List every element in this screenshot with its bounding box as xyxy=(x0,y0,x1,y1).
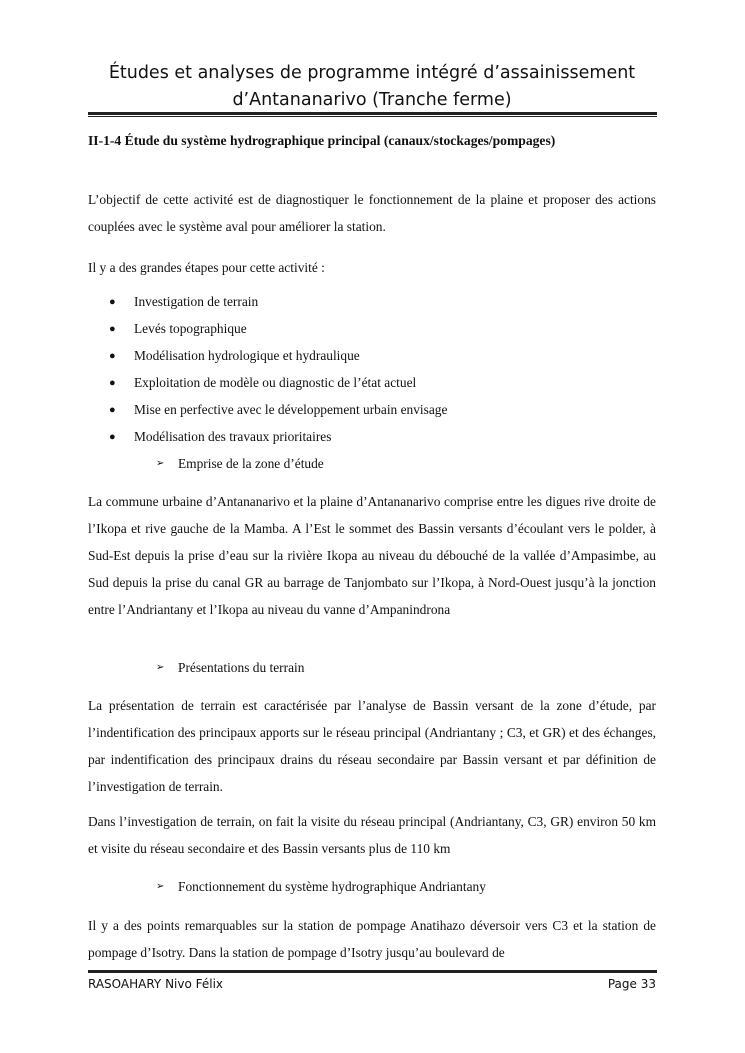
section-heading: II-1-4 Étude du système hydrographique principal (canaux/stockages/pompages) xyxy=(88,133,556,148)
bullet-icon: ● xyxy=(109,296,116,308)
list-item-label: Investigation de terrain xyxy=(134,294,259,309)
header-rule-thin xyxy=(88,116,657,117)
paragraph-presentation: La présentation de terrain est caractérisée par l’analyse de Bassin versant de la zone d’étude, par l’indentification des principaux apports sur le réseau principal (Andriantany ; C3, et GR) et des échanges, par indentification des principaux drains du réseau secondaire par Bassin versant et par définition de l’investigation de terrain. xyxy=(88,698,656,794)
subheading-label: Présentations du terrain xyxy=(178,660,305,675)
bullet-icon: ● xyxy=(109,350,116,362)
paragraph-points-remarquables: Il y a des points remarquables sur la station de pompage Anatihazo déversoir vers C3 et la station de pompage d’Isotry. Dans la station de pompage d’Isotry jusqu’au boulevard de xyxy=(88,918,656,960)
footer-rule xyxy=(88,970,657,973)
arrow-bullet-icon: ➢ xyxy=(156,881,165,892)
bullet-icon: ● xyxy=(109,377,116,389)
header-title-line-2: d’Antananarivo (Tranche ferme) xyxy=(232,90,512,110)
footer-page-number: Page 33 xyxy=(607,977,656,991)
arrow-bullet-icon: ➢ xyxy=(156,662,165,673)
paragraph-emprise: La commune urbaine d’Antananarivo et la plaine d’Antananarivo comprise entre les digues rive droite de l’Ikopa et rive gauche de la Mamba. A l’Est le sommet des Bassin versants d’écoulant vers le polder, à Sud-Est depuis la prise d’eau sur la rivière Ikopa au niveau du débouché de la vallée d’Ampasimbe, au Sud depuis la prise du canal GR au barrage de Tanjombato sur l’Ikopa, à Nord-Ouest jusqu’à la jonction entre l’Andriantany et l’Ikopa au niveau du vanne d’Ampanindrona xyxy=(88,494,656,617)
subheading-label: Fonctionnement du système hydrographique Andriantany xyxy=(178,879,486,894)
list-item-label: Exploitation de modèle ou diagnostic de l’état actuel xyxy=(134,375,417,390)
bullet-icon: ● xyxy=(109,404,116,416)
header-title-line-1: Études et analyses de programme intégré d’assainissement xyxy=(108,63,636,83)
paragraph-objective: L’objectif de cette activité est de diagnostiquer le fonctionnement de la plaine et proposer des actions couplées avec le système aval pour améliorer la station. xyxy=(88,192,656,234)
list-item-label: Mise en perfective avec le développement urbain envisage xyxy=(134,402,448,417)
header-rule-thick xyxy=(88,112,657,115)
list-item-label: Modélisation hydrologique et hydraulique xyxy=(134,348,360,363)
arrow-bullet-icon: ➢ xyxy=(156,458,165,469)
footer-author: RASOAHARY Nivo Félix xyxy=(88,977,224,991)
bullet-icon: ● xyxy=(109,431,116,443)
bullet-icon: ● xyxy=(109,323,116,335)
list-item-label: Modélisation des travaux prioritaires xyxy=(134,429,332,444)
paragraph-investigation: Dans l’investigation de terrain, on fait la visite du réseau principal (Andriantany, C3, GR) environ 50 km et visite du réseau secondaire et des Bassin versants plus de 110 km xyxy=(88,814,656,856)
page-header-title xyxy=(88,60,656,114)
subheading-label: Emprise de la zone d’étude xyxy=(178,456,324,471)
list-item-label: Levés topographique xyxy=(134,321,247,336)
paragraph-steps-intro: Il y a des grandes étapes pour cette activité : xyxy=(88,260,325,275)
